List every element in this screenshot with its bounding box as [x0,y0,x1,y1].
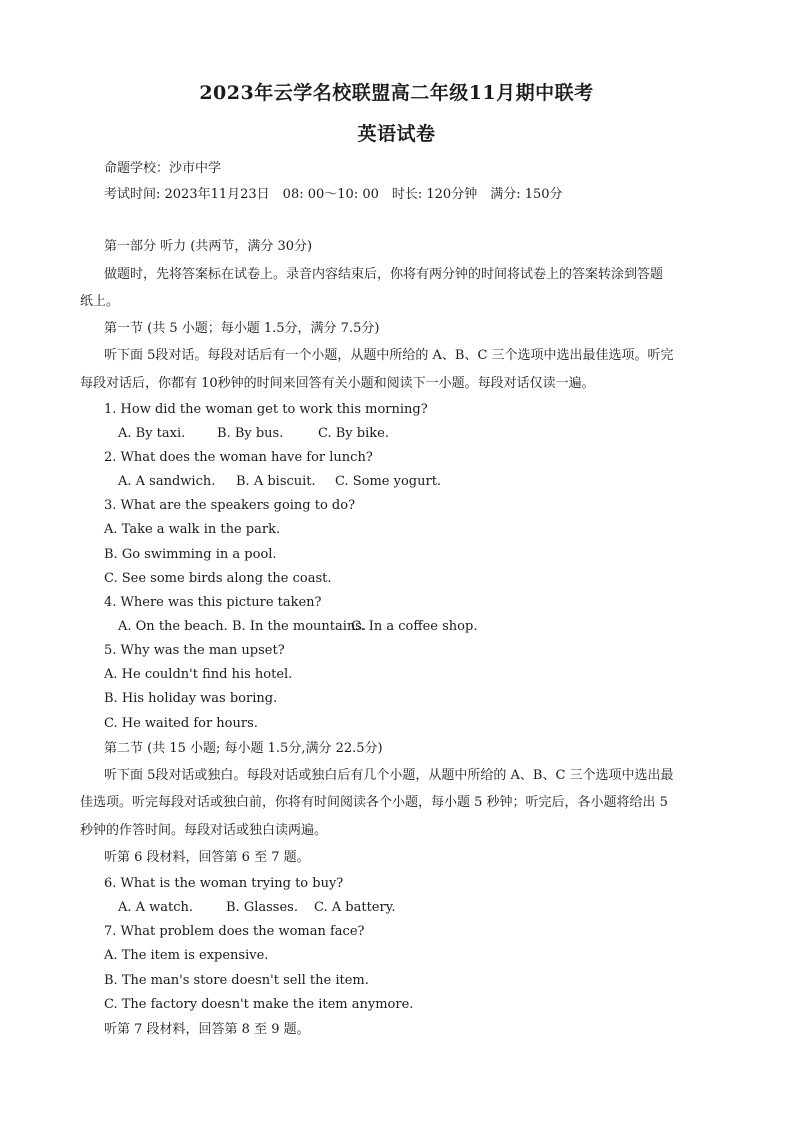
exam-time-line: 考试时间: 2023年11月23日 08: 00～10: 00 时长: 120分钟 满分: 150分 [104,187,563,202]
question-1-option-a: A. By taxi. [118,426,186,441]
question-7: 7. What problem does the woman face? [104,924,365,939]
material-7-heading: 听第 7 段材料，回答第 8 至 9 题。 [104,1022,310,1037]
question-3-option-c: C. See some birds along the coast. [104,571,332,586]
question-5-option-b: B. His holiday was boring. [104,691,278,706]
section1-instruction-line-1: 听下面 5段对话。每段对话后有一个小题，从题中所给的 A、B、C 三个选项中选出最佳选项。听完 [104,348,674,363]
question-4-option-a: A. On the beach. [118,619,228,634]
question-5-option-a: A. He couldn't find his hotel. [104,667,293,682]
section2-instruction-line-3: 秒钟的作答时间。每段对话或独白读两遍。 [80,823,328,838]
question-6-option-c: C. A battery. [314,900,396,915]
question-2-option-a: A. A sandwich. [118,474,216,489]
question-7-option-b: B. The man's store doesn't sell the item. [104,973,369,988]
section2-instruction-line-1: 听下面 5段对话或独白。每段对话或独白后有几个小题，从题中所给的 A、B、C 三个选项中选出最 [104,768,674,783]
section1-instruction-line-2: 每段对话后，你都有 10秒钟的时间来回答有关小题和阅读下一小题。每段对话仅读一遍。 [80,376,595,391]
question-1-option-b: B. By bus. [217,426,284,441]
section1-heading: 第一节 (共 5 小题；每小题 1.5分，满分 7.5分) [104,321,380,336]
question-2: 2. What does the woman have for lunch? [104,450,373,465]
question-4-option-c: C. In a coffee shop. [351,619,478,634]
school-line: 命题学校：沙市中学 [104,161,222,176]
exam-subtitle: 英语试卷 [357,123,436,145]
question-5-option-c: C. He waited for hours. [104,716,258,731]
exam-title: 2023年云学名校联盟高二年级11月期中联考 [199,82,594,104]
question-2-option-b: B. A biscuit. [236,474,316,489]
question-1-option-c: C. By bike. [318,426,389,441]
material-6-heading: 听第 6 段材料，回答第 6 至 7 题。 [104,850,310,865]
question-7-option-a: A. The item is expensive. [104,948,269,963]
question-3-option-a: A. Take a walk in the park. [104,522,281,537]
question-7-option-c: C. The factory doesn't make the item anymore. [104,997,414,1012]
question-4-option-b: B. In the mountains. [232,619,367,634]
question-4: 4. Where was this picture taken? [104,595,322,610]
question-1: 1. How did the woman get to work this morning? [104,402,428,417]
question-6: 6. What is the woman trying to buy? [104,876,344,891]
question-2-option-c: C. Some yogurt. [335,474,442,489]
part1-instruction-line-1: 做题时，先将答案标在试卷上。录音内容结束后，你将有两分钟的时间将试卷上的答案转涂到答题 [104,267,664,282]
question-3-option-b: B. Go swimming in a pool. [104,547,277,562]
question-6-option-a: A. A watch. [118,900,194,915]
section2-heading: 第二节 (共 15 小题; 每小题 1.5分,满分 22.5分) [104,741,383,756]
question-5: 5. Why was the man upset? [104,643,285,658]
section2-instruction-line-2: 佳选项。听完每段对话或独白前，你将有时间阅读各个小题，每小题 5 秒钟；听完后，各小题将给出 5 [80,795,668,810]
question-3: 3. What are the speakers going to do? [104,498,356,513]
part1-instruction-line-2: 纸上。 [80,294,120,309]
part1-heading: 第一部分 听力 (共两节，满分 30分) [104,239,313,254]
question-6-option-b: B. Glasses. [226,900,298,915]
